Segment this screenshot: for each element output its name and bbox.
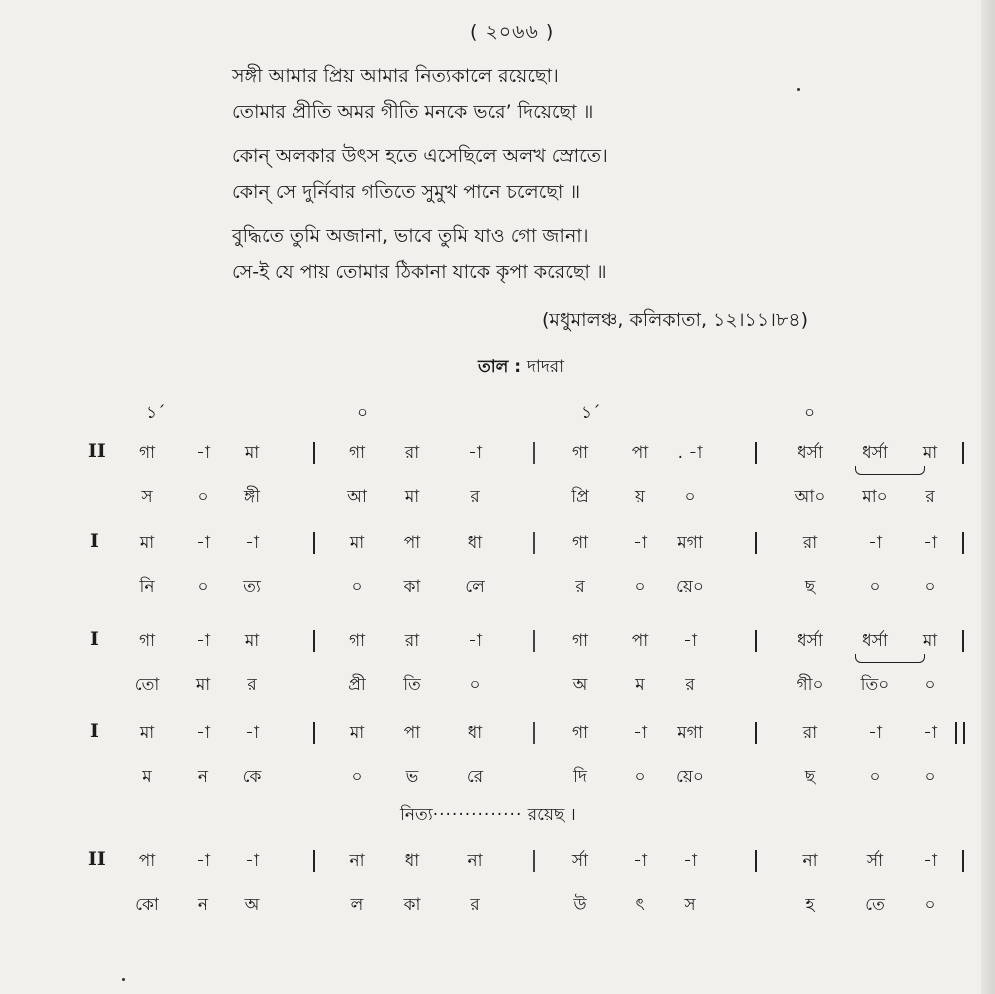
- double-bar-line: [955, 722, 965, 744]
- lyric-syllable: য়ে০: [676, 577, 704, 597]
- lyric-syllable: উ: [573, 895, 587, 915]
- lyric-syllable: ভ: [405, 767, 419, 787]
- lyric-syllable: ম: [142, 767, 152, 787]
- lyric-syllable: ০: [634, 767, 646, 787]
- bar-line: [313, 442, 315, 464]
- swara-note: -া: [633, 851, 647, 871]
- swara-note: গা: [571, 631, 589, 651]
- swara-note: মা: [244, 443, 260, 463]
- bar-line: [962, 442, 964, 464]
- swara-note: -া: [196, 631, 210, 651]
- bar-line: [755, 442, 757, 464]
- bar-line: [755, 850, 757, 872]
- swara-note: -া: [245, 723, 259, 743]
- beat-mark: ০: [357, 403, 369, 423]
- lyric-syllable: ৎ: [635, 895, 645, 915]
- lyric-syllable: স: [141, 487, 153, 507]
- lyric-line: সঙ্গী আমার প্রিয় আমার নিত্যকালে রয়েছো।: [232, 65, 559, 87]
- lyric-syllable: কে: [242, 767, 262, 787]
- lyric-syllable: ০: [351, 767, 363, 787]
- section-marker: I: [90, 530, 99, 552]
- lyric-line: সে-ই যে পায় তোমার ঠিকানা যাকে কৃপা করেছো ॥: [232, 261, 607, 283]
- swara-note: পা: [403, 723, 421, 743]
- bar-line: [533, 442, 535, 464]
- lyric-syllable: ০: [924, 767, 936, 787]
- swara-note: র্সা: [571, 851, 589, 871]
- lyric-syllable: মা: [404, 487, 420, 507]
- swara-note: -া: [868, 723, 882, 743]
- swara-note: র্সা: [866, 851, 884, 871]
- lyric-syllable: অ: [244, 895, 260, 915]
- swara-note: ধা: [467, 723, 483, 743]
- swara-note: ধর্সা: [797, 631, 823, 651]
- song-lyrics: [232, 58, 608, 290]
- swara-note: মগা: [677, 533, 703, 553]
- swara-note: মা: [349, 723, 365, 743]
- slur-mark: [855, 466, 925, 475]
- swara-note: -া: [245, 851, 259, 871]
- swara-note: না: [349, 851, 365, 871]
- lyric-syllable: ০: [684, 487, 696, 507]
- swara-row: [0, 530, 995, 562]
- lyric-syllable: কো: [135, 895, 159, 915]
- repeat-note: [400, 802, 576, 830]
- lyric-syllable: র: [470, 487, 480, 507]
- bar-line: [755, 722, 757, 744]
- lyric-syllable: রে: [466, 767, 484, 787]
- swara-note: মা: [139, 723, 155, 743]
- tal-heading: [478, 354, 564, 382]
- repeat-note-start: নিত্য: [400, 805, 433, 825]
- bar-line: [313, 850, 315, 872]
- lyric-syllable: আ: [347, 487, 367, 507]
- swara-note: -া: [196, 723, 210, 743]
- swara-row: [0, 848, 995, 880]
- lyric-syllable: ঙ্গী: [243, 487, 261, 507]
- print-speck: [122, 978, 125, 981]
- lyric-syllable: ন: [197, 895, 209, 915]
- swara-note: না: [802, 851, 818, 871]
- lyric-syllable: ছ: [804, 577, 816, 597]
- swara-note: গা: [138, 443, 156, 463]
- repeat-note-dots: ··············: [432, 805, 523, 825]
- bar-line: [533, 850, 535, 872]
- swara-note: -া: [868, 533, 882, 553]
- tal-label: তাল :: [478, 357, 522, 377]
- swara-note: গা: [138, 631, 156, 651]
- swara-note: -া: [633, 723, 647, 743]
- lyric-syllable-row: [0, 764, 995, 796]
- lyric-syllable: গী০: [796, 675, 824, 695]
- section-marker: II: [88, 440, 106, 462]
- swara-note: -া: [683, 851, 697, 871]
- section-marker: I: [90, 720, 99, 742]
- lyric-syllable: স: [684, 895, 696, 915]
- swara-note: রা: [802, 533, 818, 553]
- swara-note: গা: [571, 723, 589, 743]
- swara-note: মা: [922, 631, 938, 651]
- beat-mark: ১´: [146, 403, 166, 423]
- lyric-syllable-row: [0, 484, 995, 516]
- lyric-syllable: র: [925, 487, 935, 507]
- beat-mark: ১´: [581, 403, 601, 423]
- lyric-syllable: র: [575, 577, 585, 597]
- lyric-syllable: ত্য: [243, 577, 261, 597]
- swara-note: গা: [348, 631, 366, 651]
- beat-mark: ০: [804, 403, 816, 423]
- swara-note: ধা: [467, 533, 483, 553]
- slur-mark: [855, 654, 925, 663]
- swara-note: না: [467, 851, 483, 871]
- lyric-line: কোন্ সে দুর্নিবার গতিতে সুমুখ পানে চলেছো ॥: [232, 181, 581, 203]
- lyric-syllable: ০: [197, 487, 209, 507]
- swara-note: রা: [404, 631, 420, 651]
- lyric-syllable: ০: [869, 577, 881, 597]
- swara-note: . -া: [677, 443, 703, 463]
- swara-note: মা: [922, 443, 938, 463]
- lyric-syllable: ০: [469, 675, 481, 695]
- swara-note: ধা: [404, 851, 420, 871]
- swara-note: -া: [923, 851, 937, 871]
- swara-note: গা: [571, 533, 589, 553]
- lyric-syllable: হ: [805, 895, 815, 915]
- swara-note: রা: [404, 443, 420, 463]
- swara-note: পা: [403, 533, 421, 553]
- swara-note: -া: [196, 851, 210, 871]
- lyric-syllable: ০: [924, 895, 936, 915]
- lyric-syllable: মা০: [862, 487, 888, 507]
- lyric-syllable-row: [0, 574, 995, 606]
- bar-line: [962, 630, 964, 652]
- lyric-line: তোমার প্রীতি অমর গীতি মনকে ভরে’ দিয়েছো ॥: [232, 101, 594, 123]
- lyric-syllable: য়: [634, 487, 646, 507]
- swara-note: -া: [196, 443, 210, 463]
- swara-note: পা: [138, 851, 156, 871]
- bar-line: [313, 630, 315, 652]
- swara-note: -া: [245, 533, 259, 553]
- lyric-syllable: তো: [134, 675, 160, 695]
- swara-row: [0, 720, 995, 752]
- swara-note: ধর্সা: [862, 631, 888, 651]
- lyric-syllable: তি: [403, 675, 421, 695]
- swara-note: মা: [244, 631, 260, 651]
- print-speck: [797, 88, 800, 91]
- repeat-note-end: রয়েছ ।: [527, 805, 576, 825]
- lyric-syllable: র: [247, 675, 257, 695]
- lyric-syllable: তে: [865, 895, 885, 915]
- lyric-syllable: ০: [869, 767, 881, 787]
- swara-note: ধর্সা: [862, 443, 888, 463]
- lyric-syllable: ন: [197, 767, 209, 787]
- swara-note: মা: [139, 533, 155, 553]
- lyric-syllable-row: [0, 672, 995, 704]
- tal-value: দাদরা: [527, 357, 565, 377]
- swara-note: -া: [633, 533, 647, 553]
- bar-line: [533, 532, 535, 554]
- lyric-syllable: কা: [403, 577, 421, 597]
- swara-row: [0, 440, 995, 472]
- lyric-syllable: ছ: [804, 767, 816, 787]
- bar-line: [533, 722, 535, 744]
- swara-note: -া: [683, 631, 697, 651]
- bar-line: [962, 850, 964, 872]
- swara-note: পা: [631, 443, 649, 463]
- lyric-syllable: র: [470, 895, 480, 915]
- lyric-syllable: আ০: [794, 487, 826, 507]
- lyric-syllable: নি: [139, 577, 155, 597]
- lyric-syllable: তি০: [860, 675, 890, 695]
- swara-note: -া: [196, 533, 210, 553]
- lyric-syllable: কা: [403, 895, 421, 915]
- bar-line: [755, 532, 757, 554]
- swara-note: গা: [571, 443, 589, 463]
- swara-note: গা: [348, 443, 366, 463]
- swara-note: ধর্সা: [797, 443, 823, 463]
- lyric-syllable: ০: [351, 577, 363, 597]
- bar-line: [313, 532, 315, 554]
- swara-note: -া: [468, 443, 482, 463]
- page-number: ( ২০৬৬ ): [470, 21, 555, 43]
- lyric-syllable: ০: [634, 577, 646, 597]
- lyric-syllable: ০: [924, 675, 936, 695]
- lyric-syllable: ০: [197, 577, 209, 597]
- lyric-line: বুদ্ধিতে তুমি অজানা, ভাবে তুমি যাও গো জানা।: [232, 225, 589, 247]
- bar-line: [533, 630, 535, 652]
- swara-note: পা: [631, 631, 649, 651]
- bar-line: [755, 630, 757, 652]
- swara-note: -া: [923, 533, 937, 553]
- swara-row: [0, 628, 995, 660]
- lyric-syllable-row: [0, 892, 995, 924]
- bar-line: [313, 722, 315, 744]
- source-note: (মধুমালঞ্চ, কলিকাতা, ১২।১১।৮৪): [542, 309, 809, 331]
- lyric-syllable: ম: [635, 675, 645, 695]
- swara-note: রা: [802, 723, 818, 743]
- section-marker: I: [90, 628, 99, 650]
- lyric-syllable: অ: [572, 675, 588, 695]
- lyric-syllable: য়ে০: [676, 767, 704, 787]
- lyric-syllable: প্রি: [571, 487, 589, 507]
- lyric-syllable: ০: [924, 577, 936, 597]
- lyric-syllable: লে: [465, 577, 485, 597]
- swara-note: -া: [468, 631, 482, 651]
- section-marker: II: [88, 848, 106, 870]
- lyric-syllable: প্রী: [348, 675, 366, 695]
- lyric-syllable: দি: [573, 767, 587, 787]
- lyric-syllable: ল: [350, 895, 364, 915]
- swara-note: মগা: [677, 723, 703, 743]
- swara-note: -া: [923, 723, 937, 743]
- bar-line: [962, 532, 964, 554]
- lyric-syllable: র: [685, 675, 695, 695]
- swara-note: মা: [349, 533, 365, 553]
- lyric-line: কোন্ অলকার উৎস হতে এসেছিলে অলখ স্রোতে।: [232, 145, 608, 167]
- lyric-syllable: মা: [195, 675, 211, 695]
